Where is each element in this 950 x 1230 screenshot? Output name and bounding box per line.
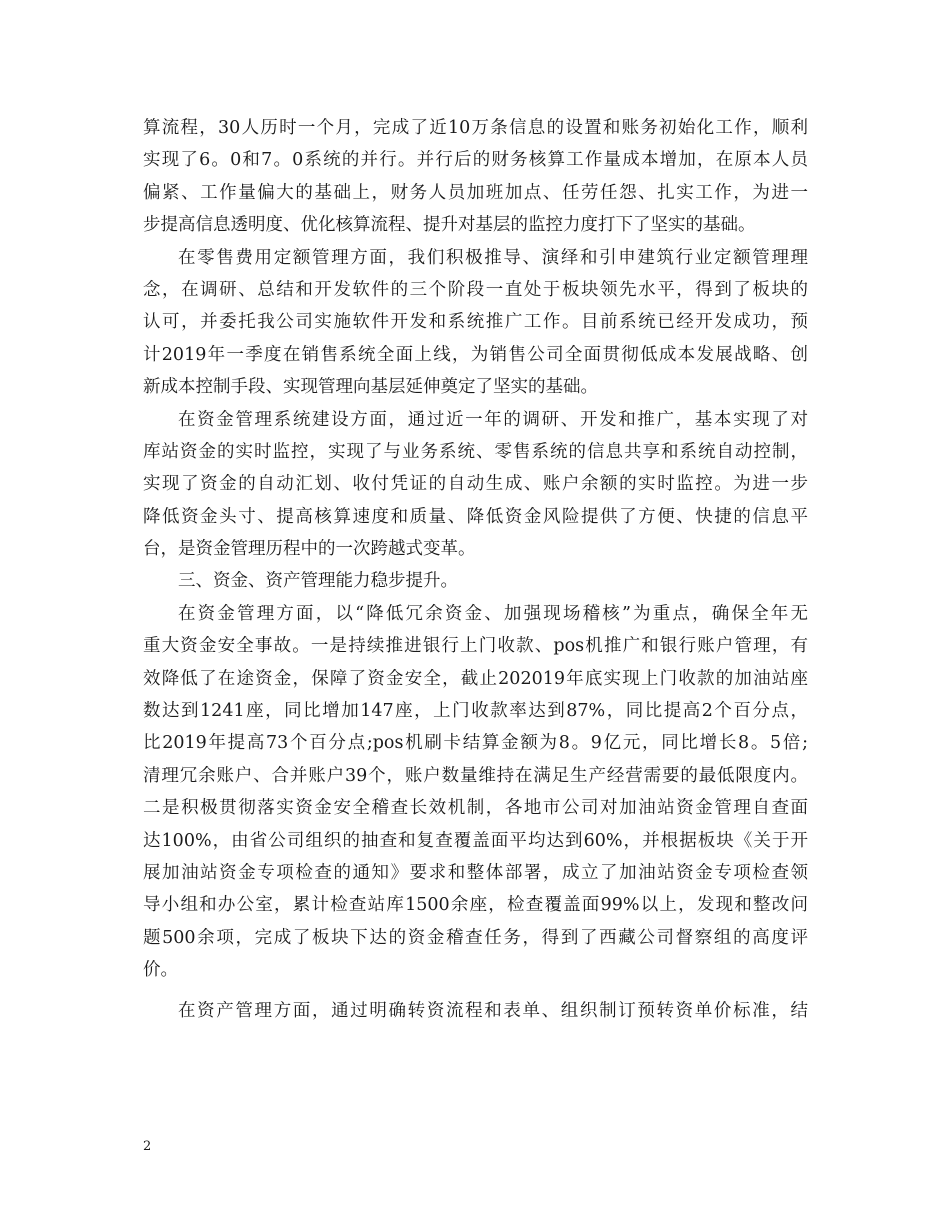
text-line: 实现了资金的自动汇划、收付凭证的自动生成、账户余额的实时监控。为进一步 [143,474,808,495]
text-line: 在资金管理方面，以“降低冗余资金、加强现场稽核”为重点，确保全年无 [178,603,808,624]
text-line: 三、资金、资产管理能力稳步提升。 [178,571,458,592]
text-line: 实现了6。0和7。0系统的并行。并行后的财务核算工作量成本增加，在原本人员 [143,150,808,171]
page-number: 2 [143,1139,152,1154]
text-line: 步提高信息透明度、优化核算流程、提升对基层的监控力度打下了坚实的基础。 [143,215,756,236]
text-line: 认可，并委托我公司实施软件开发和系统推广工作。目前系统已经开发成功，预 [143,312,808,333]
text-line: 清理冗余账户、合并账户39个，账户数量维持在满足生产经营需要的最低限度内。 [143,765,808,786]
text-line: 展加油站资金专项检查的通知》要求和整体部署，成立了加油站资金专项检查领 [143,862,808,883]
text-line: 在零售费用定额管理方面，我们积极推导、演绎和引申建筑行业定额管理理 [178,247,808,268]
paragraph-3 [143,404,808,566]
text-line: 价。 [143,960,178,981]
text-line: 达100%，由省公司组织的抽查和复查覆盖面平均达到60%，并根据板块《关于开 [143,830,808,851]
text-line: 二是积极贯彻落实资金安全稽查长效机制，各地市公司对加油站资金管理自查面 [143,798,808,819]
document-body [143,112,808,1027]
text-line: 效降低了在途资金，保障了资金安全，截止202019年底实现上门收款的加油站座 [143,668,808,689]
text-line: 新成本控制手段、实现管理向基层延伸奠定了坚实的基础。 [143,377,598,398]
paragraph-1 [143,112,808,242]
text-line: 在资金管理系统建设方面，通过近一年的调研、开发和推广，基本实现了对 [178,409,808,430]
text-line: 计2019年一季度在销售系统全面上线，为销售公司全面贯彻低成本发展战略、创 [143,344,808,365]
paragraph-6 [143,995,808,1027]
text-line: 念，在调研、总结和开发软件的三个阶段一直处于板块领先水平，得到了板块的 [143,279,808,300]
text-line: 算流程，30人历时一个月，完成了近10万条信息的设置和账务初始化工作，顺利 [143,118,808,138]
text-line: 数达到1241座，同比增加147座，上门收款率达到87%，同比提高2个百分点， [143,701,808,722]
text-line: 题500余项，完成了板块下达的资金稽查任务，得到了西藏公司督察组的高度评 [143,927,808,948]
paragraph-2 [143,242,808,404]
text-line: 导小组和办公室，累计检查站库1500余座，检查覆盖面99%以上，发现和整改问 [143,895,808,916]
text-line: 降低资金头寸、提高核算速度和质量、降低资金风险提供了方便、快捷的信息平 [143,506,808,527]
text-line: 重大资金安全事故。一是持续推进银行上门收款、pos机推广和银行账户管理，有 [143,636,808,657]
text-line: 比2019年提高73个百分点;pos机刷卡结算金额为8。9亿元，同比增长8。5倍; [143,733,808,754]
section-heading [143,565,808,597]
text-line: 库站资金的实时监控，实现了与业务系统、零售系统的信息共享和系统自动控制， [143,441,808,462]
text-line: 偏紧、工作量偏大的基础上，财务人员加班加点、任劳任怨、扎实工作，为进一 [143,182,808,203]
text-line: 在资产管理方面，通过明确转资流程和表单、组织制订预转资单价标准，结 [178,1000,808,1021]
text-line: 台，是资金管理历程中的一次跨越式变革。 [143,539,476,560]
paragraph-5 [143,598,808,987]
